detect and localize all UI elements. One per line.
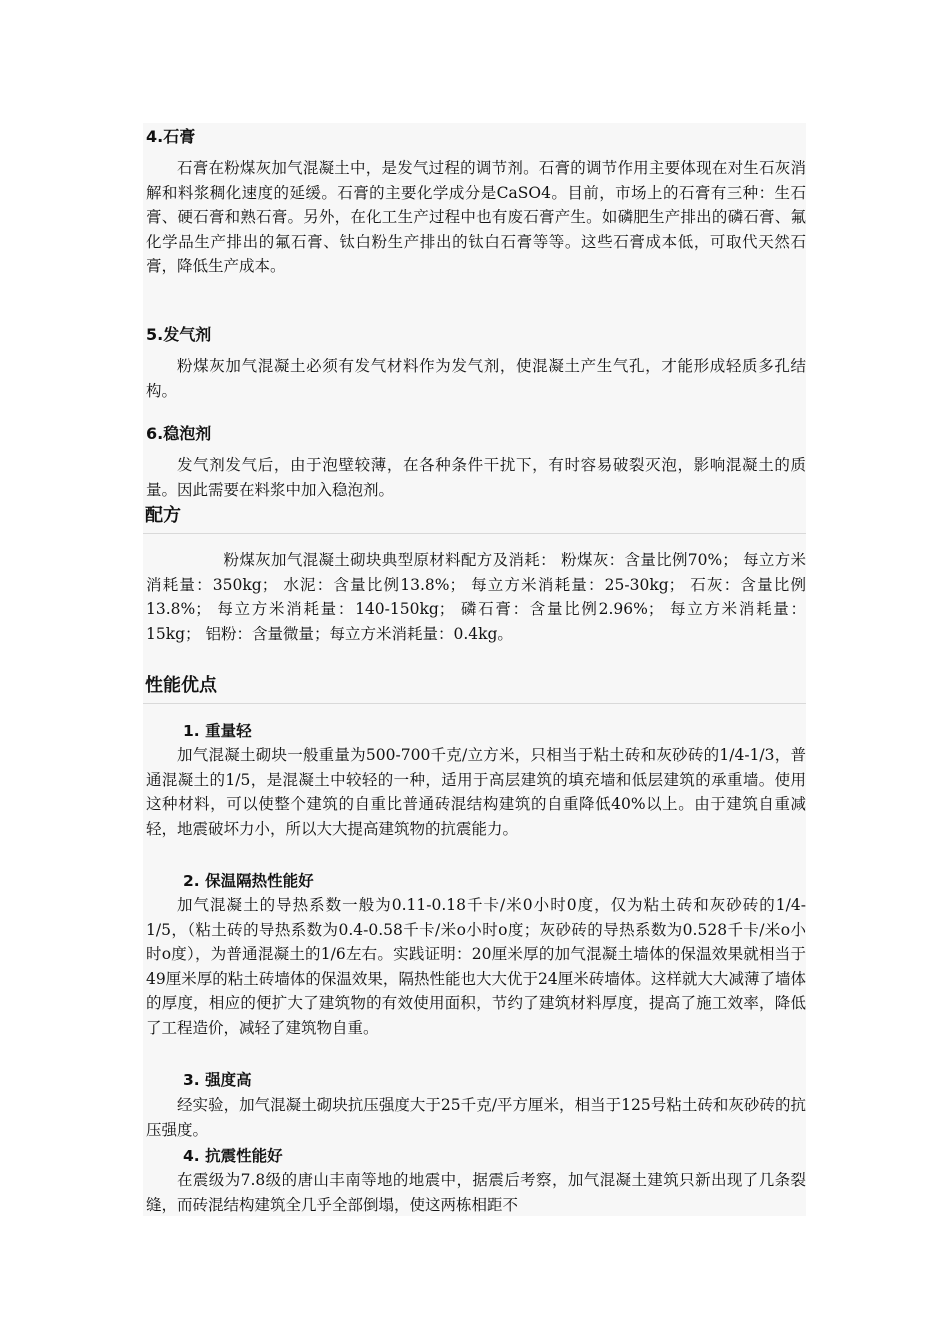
paragraph-gypsum: 石膏在粉煤灰加气混凝土中，是发气过程的调节剂。石膏的调节作用主要体现在对生石灰消解和料浆稠化速度的延缓。石膏的主要化学成分是CaSO4。目前，市场上的石膏有三种：生石膏、硬石膏和熟石膏。另外，在化工生产过程中也有废石膏产生。如磷肥生产排出的磷石膏、氟化学品生产排出的氟石膏、钛白粉生产排出的钛白石膏等等。这些石膏成本低，可取代天然石膏，降低生产成本。 [146,159,806,275]
paragraph-light-weight: 加气混凝土砌块一般重量为500-700千克/立方米，只相当于粘土砖和灰砂砖的1/4-1/3，普通混凝土的1/5，是混凝土中较轻的一种，适用于高层建筑的填充墙和低层建筑的承重墙。使用这种材料，可以使整个建筑的自重比普通砖混结构建筑的自重降低40%以上。由于建筑自重减轻，地震破坏力小，所以大大提高建筑物的抗震能力。 [146,746,806,838]
item-title-strength: 3. 强度高 [183,1071,252,1089]
paragraph-formula: 粉煤灰加气混凝土砌块典型原材料配方及消耗： 粉煤灰：含量比例70%； 每立方米消耗量：350kg； 水泥：含量比例13.8%； 每立方米消耗量：25-30kg； 石灰：含量比例13.8%； 每立方米消耗量：140-150kg； 磷石膏：含量比例2.96%； 每立方米消耗量：15kg； 铝粉：含量微量；每立方米消耗量：0.4kg。 [146,551,806,643]
item-title-insulation: 2. 保温隔热性能好 [183,872,314,890]
heading-advantages: 性能优点 [145,675,217,696]
heading-foaming-agent: 5.发气剂 [146,325,212,344]
heading-formula: 配方 [145,505,181,526]
heading-gypsum: 4.石膏 [146,127,196,146]
heading-foam-stabilizer: 6.稳泡剂 [146,424,212,443]
paragraph-foaming-agent: 粉煤灰加气混凝土必须有发气材料作为发气剂，使混凝土产生气孔，才能形成轻质多孔结构。 [146,357,806,400]
paragraph-foam-stabilizer: 发气剂发气后，由于泡壁较薄，在各种条件干扰下，有时容易破裂灭泡，影响混凝土的质量。因此需要在料浆中加入稳泡剂。 [146,456,806,499]
document-content [143,123,806,1216]
divider [143,533,806,534]
paragraph-strength: 经实验，加气混凝土砌块抗压强度大于25千克/平方厘米，相当于125号粘土砖和灰砂砖的抗压强度。 [146,1096,806,1139]
paragraph-seismic: 在震级为7.8级的唐山丰南等地的地震中，据震后考察，加气混凝土建筑只新出现了几条裂缝，而砖混结构建筑全几乎全部倒塌，使这两栋相距不 [146,1171,806,1214]
paragraph-insulation: 加气混凝土的导热系数一般为0.11-0.18千卡/米0小时0度，仅为粘土砖和灰砂砖的1/4-1/5，（粘土砖的导热系数为0.4-0.58千卡/米o小时o度；灰砂砖的导热系数为0.528千卡/米o小时o度），为普通混凝土的1/6左右。实践证明：20厘米厚的加气混凝土墙体的保温效果就相当于49厘米厚的粘土砖墙体的保温效果，隔热性能也大大优于24厘米砖墙体。这样就大大减薄了墙体的厚度，相应的便扩大了建筑物的有效使用面积，节约了建筑材料厚度，提高了施工效率，降低了工程造价，减轻了建筑物自重。 [146,896,806,1037]
item-title-light-weight: 1. 重量轻 [183,722,252,740]
item-title-seismic: 4. 抗震性能好 [183,1147,283,1165]
divider [143,703,806,704]
